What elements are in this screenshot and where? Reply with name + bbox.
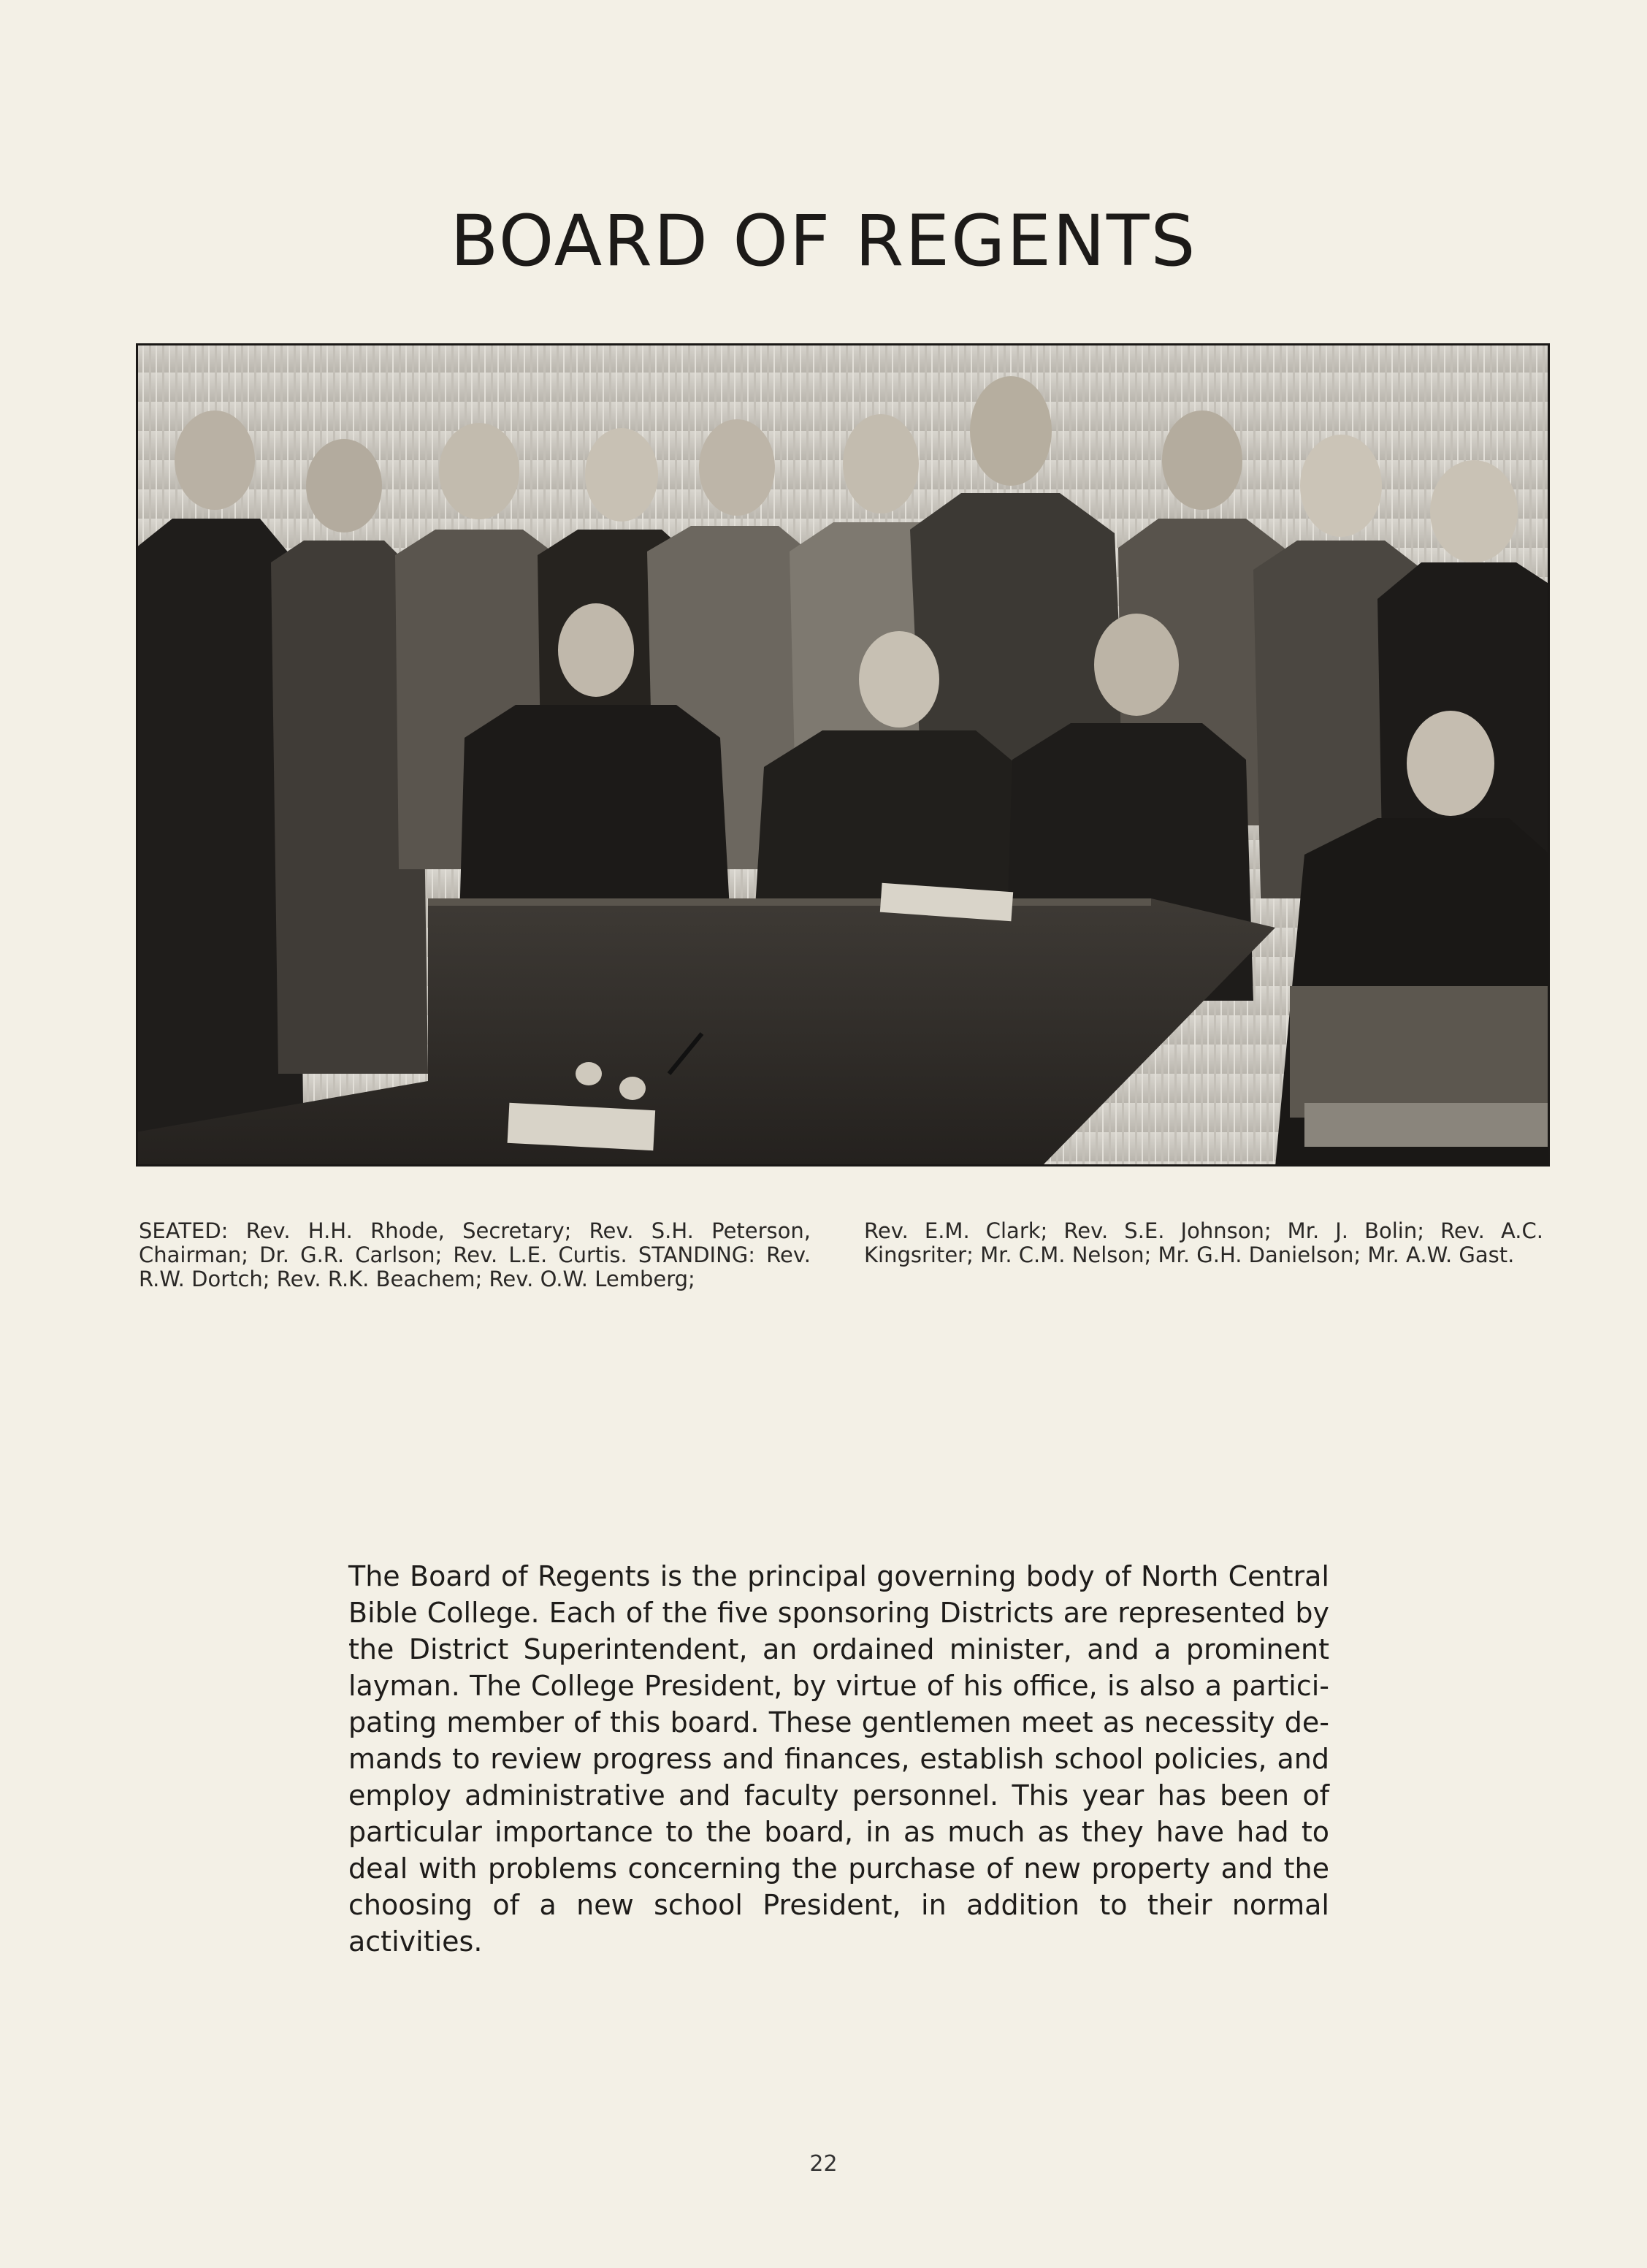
- notepad: [508, 1103, 656, 1150]
- page-number: 22: [809, 2151, 838, 2177]
- board-group-photo: [136, 343, 1550, 1167]
- body-paragraph: The Board of Regents is the principal governing body of North Central Bible College. Each of the five sponsoring Districts are represented by the District Superintendent, an ordained minister, and a prominent layman. The College President, by virtue of his office, is also a partici-pating member of this board. These gentlemen meet as necessity de-mands to review progress and finances, establish school policies, and employ administrative and faculty personnel. This year has been of particular importance to the board, in as much as they have had to deal with problems concerning the purchase of new property and the choosing of a new school President, in addition to their normal activities.: [348, 1560, 1329, 1958]
- page-title: BOARD OF REGENTS: [450, 200, 1197, 283]
- photo-caption-left: SEATED: Rev. H.H. Rhode, Secretary; Rev. S.H. Peterson, Chairman; Dr. G.R. Carlson; Rev. L.E. Curtis. STANDING: Rev. R.W. Dortch; Rev. R.K. Beachem; Rev. O.W. Lemberg;: [139, 1218, 811, 1291]
- photo-caption-right: Rev. E.M. Clark; Rev. S.E. Johnson; Mr. J. Bolin; Rev. A.C. Kingsriter; Mr. C.M. Nelson; Mr. G.H. Danielson; Mr. A.W. Gast.: [864, 1218, 1543, 1267]
